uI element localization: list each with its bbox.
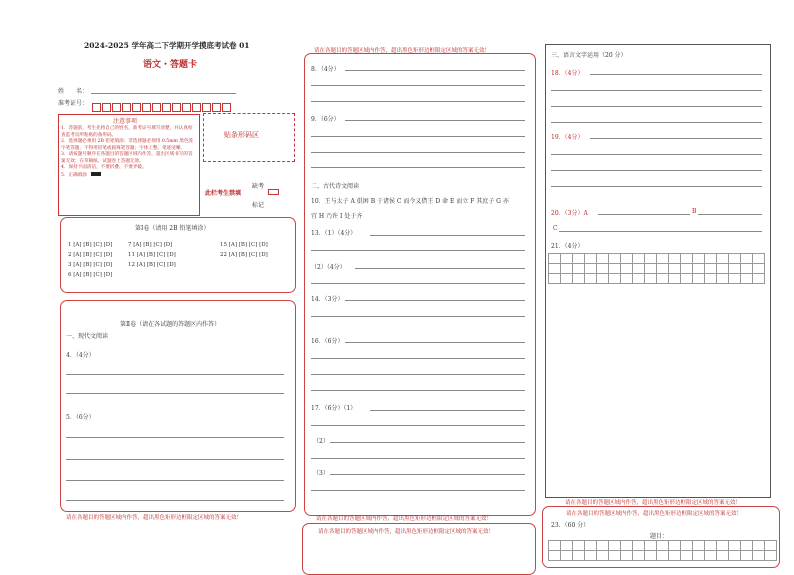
q9-label: 9．（6分） <box>311 116 340 123</box>
q10-text-2: 宜 H 乃许 I 处于齐 <box>311 213 363 220</box>
choice-item[interactable]: 22 [A] [B] [C] [D] <box>220 252 268 258</box>
q20-b-label: B <box>692 208 697 215</box>
answer-line[interactable] <box>551 186 762 187</box>
answer-line[interactable] <box>311 390 525 391</box>
choice-item[interactable]: 15 [A] [B] [C] [D] <box>220 242 268 248</box>
answer-line[interactable] <box>345 70 525 71</box>
choice-item[interactable]: 1 [A] [B] [C] [D] <box>68 242 113 248</box>
answer-line[interactable] <box>311 458 525 459</box>
fill-sample-icon <box>91 172 101 176</box>
answer-line[interactable] <box>345 120 525 121</box>
warning-text: 请在各题目的答题区域内作答，超出黑色矩形边框限定区域的答案无效！ <box>566 511 743 517</box>
answer-line[interactable] <box>345 342 525 343</box>
barcode-label: 贴条形码区 <box>224 131 259 139</box>
answer-line[interactable] <box>66 459 284 460</box>
q14-label: 14．（3分） <box>311 296 344 303</box>
q23-grid[interactable] <box>548 540 777 561</box>
absent-label: 此栏考生禁填 <box>205 190 242 197</box>
warning-text: 请在各题目的答题区域内作答，超出黑色矩形边框限定区域的答案无效！ <box>314 48 491 54</box>
answer-line[interactable] <box>370 235 525 236</box>
answer-line[interactable] <box>311 283 525 284</box>
answer-line[interactable] <box>311 250 525 251</box>
answer-line[interactable] <box>590 74 762 75</box>
choice-item[interactable]: 11 [A] [B] [C] [D] <box>128 252 176 258</box>
q13-2-label: （2）（4分） <box>311 264 346 271</box>
q17-label: 17．（6分）（1） <box>311 405 357 412</box>
answer-line[interactable] <box>66 480 284 481</box>
notice-item: 3．请按题号顺序在各题目的答题区域内作答，超出区域书写的答案无效；在草稿纸、试题卷上答题无效。 <box>61 152 193 164</box>
q19-label: 19．（4分） <box>551 134 584 141</box>
answer-line[interactable] <box>311 425 525 426</box>
q16-label: 16．（6分） <box>311 338 344 345</box>
q20-c-label: C <box>553 225 558 232</box>
answer-line[interactable] <box>311 490 525 491</box>
section2-title: 第Ⅱ卷（请在各试题的答题区内作答） <box>120 321 221 328</box>
answer-line[interactable] <box>311 167 525 168</box>
answer-line[interactable] <box>311 374 525 375</box>
id-label: 准考证号： <box>58 100 89 107</box>
choice-item[interactable]: 7 [A] [B] [C] [D] <box>128 242 173 248</box>
answer-line[interactable] <box>330 474 525 475</box>
notice-item: 5．正确填涂 <box>61 172 197 180</box>
notice-item: 2．选择题必须用 2B 铅笔填涂；非选择题必须用 0.5mm 黑色签字笔答题，不得用铅笔或圆珠笔答题；字体工整、笔迹清晰。 <box>61 139 194 151</box>
answer-line[interactable] <box>330 442 525 443</box>
answer-line[interactable] <box>598 214 690 215</box>
answer-line[interactable] <box>551 122 762 123</box>
col3-sub3: 三、语言文字运用（20 分） <box>551 52 627 59</box>
answer-line[interactable] <box>311 136 525 137</box>
choice-col-1[interactable] <box>68 240 112 280</box>
warning-text: 请在各题目的答题区域内作答，超出黑色矩形边框限定区域的答案无效！ <box>316 516 493 522</box>
q13-1-label: 13．（1）（4分） <box>311 230 357 237</box>
q10-text: 10．王与太子 A 俱困 B 于诸侯 C 而令义借王 D 命 E 而立 F 其庶子 G 亦 <box>311 198 509 205</box>
exam-subtitle: 语文・答题卡 <box>143 60 198 70</box>
warning-text: 请在各题目的答题区域内作答，超出黑色矩形边框限定区域的答案无效！ <box>66 515 243 521</box>
notice-list <box>61 126 197 179</box>
answer-line[interactable] <box>311 101 525 102</box>
q8-label: 8．（4分） <box>311 66 340 73</box>
choice-col-3[interactable] <box>220 240 268 260</box>
name-field[interactable] <box>91 93 236 94</box>
answer-line[interactable] <box>311 85 525 86</box>
answer-line[interactable] <box>66 374 284 375</box>
q21-label: 21．（4分） <box>551 243 584 250</box>
answer-line[interactable] <box>370 410 525 411</box>
warning-text: 请在各题目的答题区域内作答，超出黑色矩形边框限定区域的答案无效！ <box>318 529 495 535</box>
name-label: 姓 名： <box>58 88 89 95</box>
q18-label: 18．（4分） <box>551 70 584 77</box>
q17-2-label: （2） <box>313 438 329 445</box>
q4-label: 4．（4分） <box>66 352 95 359</box>
notice-title: 注意事项 <box>113 118 138 125</box>
answer-line[interactable] <box>551 90 762 91</box>
answer-line[interactable] <box>559 231 762 232</box>
q23-title-label: 题目： <box>650 533 669 540</box>
choice-item[interactable]: 6 [A] [B] [C] [D] <box>68 272 113 278</box>
answer-line[interactable] <box>311 316 525 317</box>
absent-checkbox[interactable] <box>268 189 279 195</box>
answer-line[interactable] <box>311 358 525 359</box>
choice-item[interactable]: 3 [A] [B] [C] [D] <box>68 262 113 268</box>
answer-line[interactable] <box>311 152 525 153</box>
answer-line[interactable] <box>66 437 284 438</box>
notice-item: 4．保持卡面清洁，不要折叠、不要弄破。 <box>61 165 147 170</box>
answer-line[interactable] <box>345 300 525 301</box>
answer-line[interactable] <box>355 268 525 269</box>
answer-line[interactable] <box>551 154 762 155</box>
answer-line[interactable] <box>66 393 284 394</box>
answer-line[interactable] <box>590 138 762 139</box>
col2-sub2: 二、古代诗文阅读 <box>311 183 360 190</box>
section1-title: 第Ⅰ卷（请用 2B 铅笔填涂） <box>135 225 210 232</box>
notice-item: 1．答题前，考生先将自己的姓名，准考证号填写清楚，并认真检查监考员所粘贴的条形码。 <box>61 126 193 138</box>
choice-item[interactable]: 2 [A] [B] [C] [D] <box>68 252 113 258</box>
q20-label: 20．（3分）A <box>551 210 588 217</box>
answer-line[interactable] <box>66 500 284 501</box>
warning-text: 请在各题目的答题区域内作答，超出黑色矩形边框限定区域的答案无效！ <box>565 500 742 506</box>
q17-3-label: （3） <box>313 470 329 477</box>
section2-sub1: 一、现代文阅读 <box>66 333 109 340</box>
absent-mark2: 标记 <box>252 202 265 209</box>
q21-grid[interactable] <box>548 253 765 284</box>
answer-line[interactable] <box>551 106 762 107</box>
absent-mark1: 缺考 <box>252 183 265 190</box>
choice-col-2[interactable] <box>128 240 176 270</box>
choice-item[interactable]: 12 [A] [B] [C] [D] <box>128 262 176 268</box>
answer-line[interactable] <box>551 170 762 171</box>
q23-label: 23．（60 分） <box>551 522 590 529</box>
q5-label: 5．（6分） <box>66 414 95 421</box>
exam-title: 2024-2025 学年高二下学期开学摸底考试卷 01 <box>84 41 250 50</box>
answer-line[interactable] <box>698 214 762 215</box>
